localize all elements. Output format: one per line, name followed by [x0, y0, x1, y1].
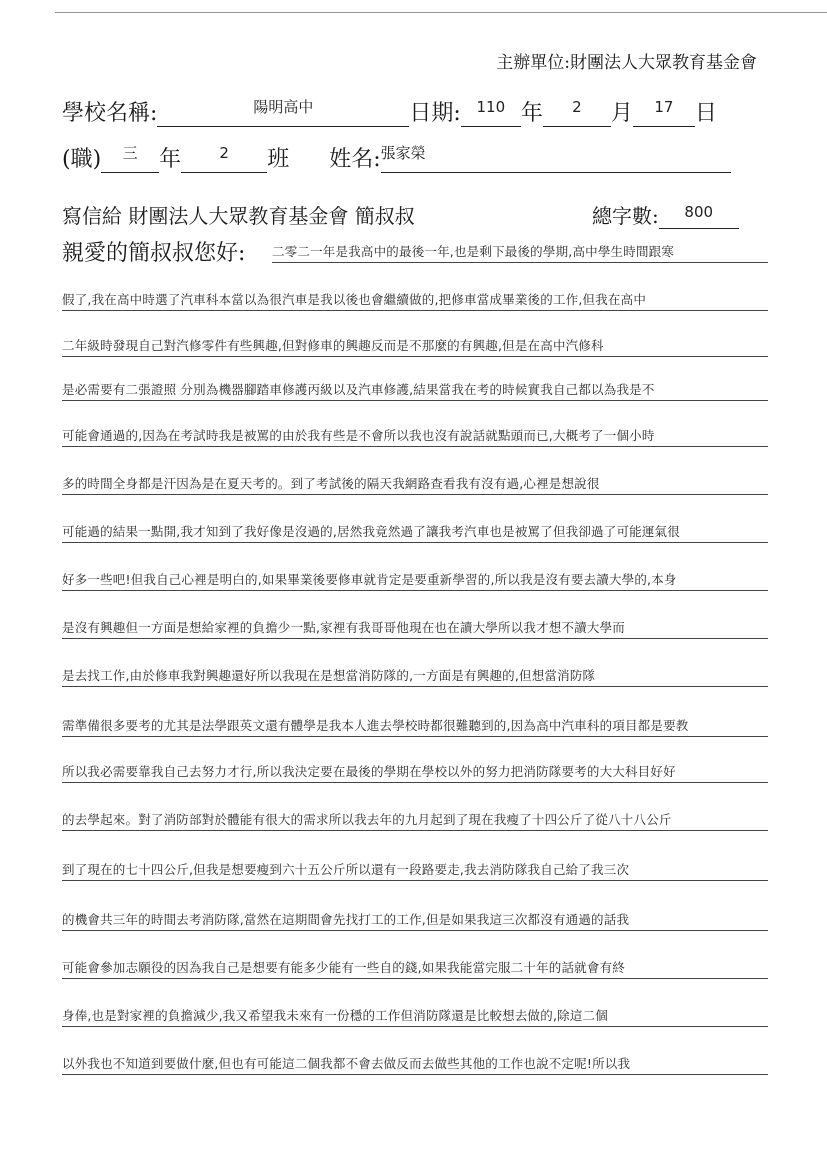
- date-month-field: [543, 98, 611, 127]
- grade-label: 年: [159, 147, 182, 172]
- class-value: 2: [219, 144, 229, 162]
- year-label: 年: [520, 101, 543, 126]
- body-line: 的去學起來。對了消防部對於體能有很大的需求所以我去年的九月起到了現在我瘦了十四公斤了從八十八公斤: [62, 810, 768, 831]
- body-line: 以外我也不知道到要做什麼,但也有可能這二個我都不會去做反而去做些其他的工作也說不定呢!所以我: [62, 1054, 768, 1075]
- name-label: 姓名:: [329, 147, 381, 172]
- body-line: 是沒有興趣但一方面是想給家裡的負擔少一點,家裡有我哥哥他現在也在讀大學所以我才想不讀大學而: [62, 618, 768, 639]
- body-line: 是必需要有二張證照 分別為機器腳踏車修護丙級以及汽車修護,結果當我在考的時候實我自己都以為我是不: [62, 380, 768, 401]
- class-field: [181, 144, 267, 173]
- school-label: 學校名稱:: [62, 101, 158, 126]
- word-count-value: 800: [684, 203, 714, 221]
- grade-value: 三: [122, 144, 138, 162]
- body-line: 的機會共三年的時間去考消防隊,當然在這期間會先找打工的工作,但是如果我這三次都沒有通過的話我: [62, 910, 768, 931]
- page-top-border: [55, 12, 827, 13]
- body-line: 是去找工作,由於修車我對興趣還好所以我現在是想當消防隊的,一方面是有興趣的,但想當消防隊: [62, 666, 768, 687]
- word-count-label: 總字數:: [592, 204, 659, 228]
- letter-title: 寫信給 財團法人大眾教育基金會 簡叔叔: [62, 204, 415, 228]
- body-line: 可能會通過的,因為在考試時我是被罵的由於我有些是不會所以我也沒有說話就點頭而已,大概考了一個小時: [62, 426, 768, 447]
- greeting: 親愛的簡叔叔您好:: [62, 241, 246, 266]
- date-year-field: [461, 98, 521, 127]
- school-field: [157, 98, 409, 127]
- body-line: 到了現在的七十四公斤,但我是想要瘦到六十五公斤所以還有一段路要走,我去消防隊我自己給了我三次: [62, 860, 768, 881]
- body-line: 可能過的結果一點開,我才知到了我好像是沒過的,居然我竟然過了讓我考汽車也是被罵了但我卻過了可能運氣很: [62, 522, 768, 543]
- grade-field: [101, 144, 159, 173]
- body-line: 所以我必需要靠我自己去努力才行,所以我決定要在最後的學期在學校以外的努力把消防隊要考的大大科目好好: [62, 762, 768, 783]
- grade-class-name-row: [62, 142, 731, 173]
- organizer-label: 主辦單位:財團法人大眾教育基金會: [496, 53, 757, 73]
- body-line: 假了,我在高中時選了汽車科本當以為很汽車是我以後也會繼續做的,把修車當成畢業後的工作,但我在高中: [62, 290, 768, 311]
- date-day-value: 17: [654, 98, 674, 116]
- date-day-field: [633, 98, 695, 127]
- body-line: 二零二一年是我高中的最後一年,也是剩下最後的學期,高中學生時間跟寒: [272, 242, 768, 263]
- body-line: 好多一些吧!但我自己心裡是明白的,如果畢業後要修車就肯定是要重新學習的,所以我是沒有要去讀大學的,本身: [62, 570, 768, 591]
- date-label: 日期:: [409, 101, 461, 126]
- date-year-value: 110: [476, 98, 506, 116]
- class-label: 班: [267, 147, 290, 172]
- grade-prefix: (職): [62, 147, 102, 172]
- body-line: 可能會參加志願役的因為我自己是想要有能多少能有一些自的錢,如果我能當完服二十年的話就會有終: [62, 958, 768, 979]
- word-count-field: [659, 204, 739, 229]
- name-value: 張家榮: [380, 144, 426, 162]
- school-date-row: [62, 96, 717, 127]
- day-label: 日: [694, 101, 717, 126]
- school-value: 陽明高中: [253, 98, 314, 116]
- body-line: 需準備很多要考的尤其是法學跟英文還有體學是我本人進去學校時都很難聽到的,因為高中汽車科的項目都是要教: [62, 716, 768, 737]
- month-label: 月: [610, 101, 633, 126]
- name-field: [381, 144, 731, 173]
- word-count: [592, 200, 739, 229]
- body-line: 二年級時發現自己對汽修零件有些興趣,但對修車的興趣反而是不那麼的有興趣,但是在高中汽修科: [62, 336, 768, 357]
- date-month-value: 2: [572, 98, 582, 116]
- body-line: 多的時間全身都是汗因為是在夏天考的。到了考試後的隔天我網路查看我有沒有過,心裡是想說很: [62, 474, 768, 495]
- body-line: 身俸,也是對家裡的負擔減少,我又希望我未來有一份穩的工作但消防隊還是比較想去做的,除這二個: [62, 1006, 768, 1027]
